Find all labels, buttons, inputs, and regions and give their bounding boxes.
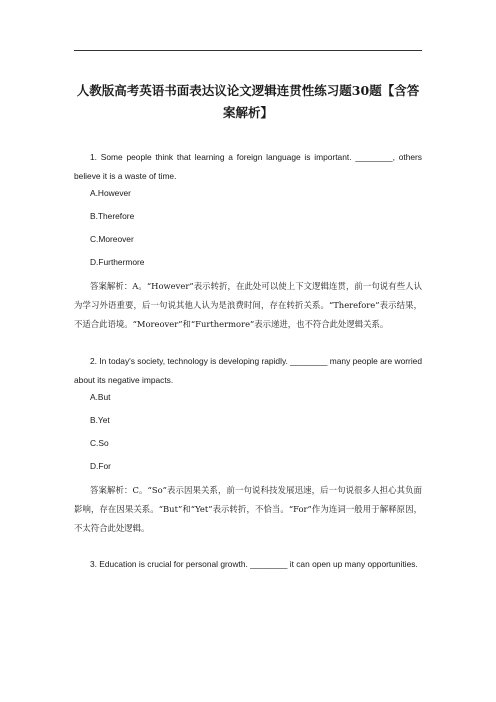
question-2-analysis: 答案解析：C。“So”表示因果关系，前一句说科技发展迅速，后一句说很多人担心其负面影响，存在因果关系。“But”和“Yet”表示转折，不恰当。“For”作为连词一般用于解释原因，不太符合此处逻辑。: [74, 485, 422, 533]
question-1-option-b: B.Therefore: [90, 211, 135, 221]
question-1-option-d: D.Furthermore: [90, 257, 145, 267]
question-2-option-d: D.For: [90, 461, 111, 471]
question-1-option-c: C.Moreover: [90, 234, 134, 244]
question-3-stem: 3. Education is crucial for personal growth. ________ it can open up many opportunities.: [90, 559, 418, 569]
question-2-option-c: C.So: [90, 438, 109, 448]
header-rule: [74, 50, 422, 51]
question-2-option-b: B.Yet: [90, 415, 110, 425]
question-1-stem: 1. Some people think that learning a foreign language is important. ________, others believe it is a waste of time.: [74, 152, 422, 181]
question-2-stem: 2. In today's society, technology is developing rapidly. ________ many people are worried about its negative impacts.: [74, 356, 422, 385]
question-2-option-a: A.But: [90, 392, 111, 402]
document-title: 人教版高考英语书面表达议论文逻辑连贯性练习题30题【含答案解析】: [76, 83, 420, 120]
question-1-option-a: A.However: [90, 188, 131, 198]
question-1-analysis: 答案解析：A。“However”表示转折，在此处可以使上下文逻辑连贯，前一句说有些人认为学习外语重要，后一句说其他人认为是浪费时间，存在转折关系。“Therefore”表示结果，不适合此语境。“Moreover”和“Furthermore”表示递进，也不符合此处逻辑关系。: [74, 281, 422, 329]
